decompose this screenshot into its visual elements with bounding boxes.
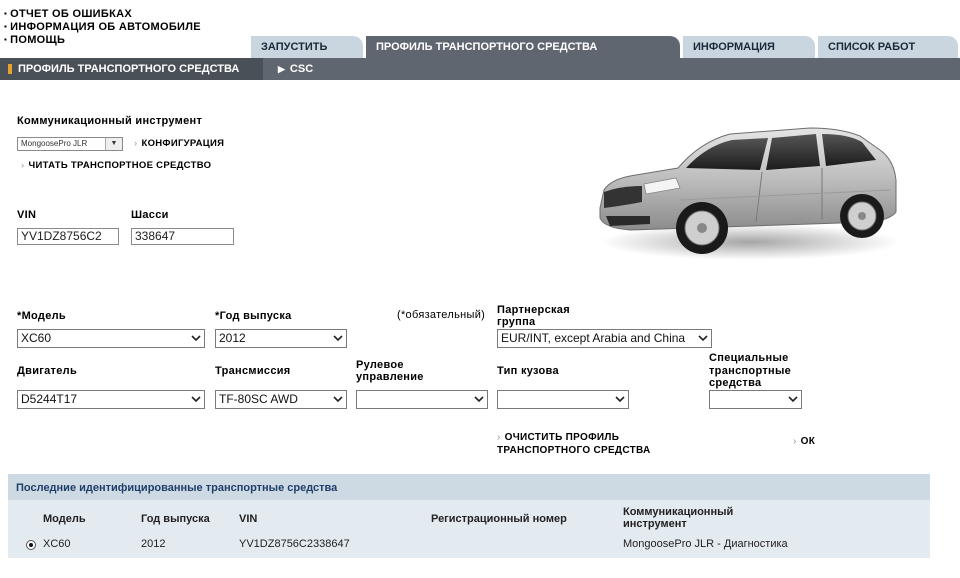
steering-label: Рулевое управление <box>356 359 424 383</box>
tab-information[interactable]: ИНФОРМАЦИЯ <box>683 36 815 58</box>
menu-item-vehicle-info[interactable]: ▪ ИНФОРМАЦИЯ ОБ АВТОМОБИЛЕ <box>4 21 201 34</box>
chevron-down-icon <box>698 333 708 343</box>
chassis-input[interactable]: 338647 <box>131 228 234 245</box>
chevron-down-icon <box>333 394 343 404</box>
cell-tool: MongoosePro JLR - Диагностика <box>623 538 788 550</box>
col-header-model: Модель <box>43 513 86 525</box>
vin-label: VIN <box>17 209 37 221</box>
clear-profile-button[interactable]: › ОЧИСТИТЬ ПРОФИЛЬ ТРАНСПОРТНОГО СРЕДСТВА <box>497 432 651 456</box>
chevron-down-icon <box>333 333 343 343</box>
required-note: (*обязательный) <box>397 309 486 321</box>
cell-vin: YV1DZ8756C2338647 <box>239 538 350 550</box>
chevron-down-icon <box>474 394 484 404</box>
recent-vehicles-title: Последние идентифицированные транспортные средства <box>8 474 930 500</box>
year-label: *Год выпуска <box>215 310 292 322</box>
model-label: *Модель <box>17 310 66 322</box>
row-radio[interactable] <box>26 540 36 550</box>
chevron-down-icon <box>191 333 201 343</box>
special-vehicles-label: Специальные транспортные средства <box>709 352 792 389</box>
menu-item-error-report[interactable]: ▪ ОТЧЕТ ОБ ОШИБКАХ <box>4 8 201 21</box>
breadcrumb <box>0 58 960 80</box>
partner-group-label: Партнерская группа <box>497 304 570 328</box>
tab-start[interactable]: ЗАПУСТИТЬ <box>251 36 363 58</box>
comm-tool-select[interactable]: MongoosePro JLR ▼ <box>17 137 123 151</box>
year-select[interactable]: 2012 <box>215 329 347 348</box>
body-type-label: Тип кузова <box>497 365 559 377</box>
top-menu <box>4 8 201 47</box>
tab-work-list[interactable]: СПИСОК РАБОТ <box>818 36 958 58</box>
engine-label: Двигатель <box>17 365 78 377</box>
triangle-right-icon: ▶ <box>278 64 285 74</box>
cell-model: XC60 <box>43 538 71 550</box>
config-link[interactable]: › КОНФИГУРАЦИЯ <box>134 138 225 149</box>
menu-item-help[interactable]: ▪ ПОМОЩЬ <box>4 34 201 47</box>
chevron-down-icon <box>615 394 625 404</box>
chevron-right-icon: › <box>21 160 25 171</box>
col-header-year: Год выпуска <box>141 513 210 525</box>
breadcrumb-item-csc[interactable]: ▶ CSC <box>278 63 314 75</box>
special-vehicles-select[interactable] <box>709 390 802 409</box>
recent-vehicles-panel <box>8 474 930 558</box>
chevron-right-icon: › <box>134 138 138 149</box>
chassis-label: Шасси <box>131 209 169 221</box>
engine-select[interactable]: D5244T17 <box>17 390 205 409</box>
comm-tool-label: Коммуникационный инструмент <box>17 115 203 127</box>
breadcrumb-item-vehicle-profile[interactable]: ПРОФИЛЬ ТРАНСПОРТНОГО СРЕДСТВА <box>0 58 263 80</box>
tab-vehicle-profile[interactable]: ПРОФИЛЬ ТРАНСПОРТНОГО СРЕДСТВА <box>366 36 680 58</box>
read-vehicle-link[interactable]: › ЧИТАТЬ ТРАНСПОРТНОЕ СРЕДСТВО <box>21 160 212 171</box>
col-header-reg: Регистрационный номер <box>431 513 567 525</box>
chevron-right-icon: › <box>497 432 501 443</box>
col-header-vin: VIN <box>239 513 258 525</box>
partner-group-select[interactable]: EUR/INT, except Arabia and China <box>497 329 712 348</box>
chevron-down-icon: ▼ <box>105 138 122 150</box>
transmission-label: Трансмиссия <box>215 365 291 377</box>
col-header-tool: Коммуникационный инструмент <box>623 506 734 530</box>
vin-input[interactable]: YV1DZ8756C2 <box>17 228 119 245</box>
chevron-down-icon <box>788 394 798 404</box>
chevron-down-icon <box>191 394 201 404</box>
steering-select[interactable] <box>356 390 488 409</box>
model-select[interactable]: XC60 <box>17 329 205 348</box>
vehicle-image <box>590 120 910 270</box>
cell-year: 2012 <box>141 538 166 550</box>
active-marker-icon <box>8 64 12 74</box>
body-type-select[interactable] <box>497 390 629 409</box>
chevron-right-icon: › <box>793 436 797 447</box>
transmission-select[interactable]: TF-80SC AWD <box>215 390 347 409</box>
ok-button[interactable]: › ОК <box>793 436 816 447</box>
